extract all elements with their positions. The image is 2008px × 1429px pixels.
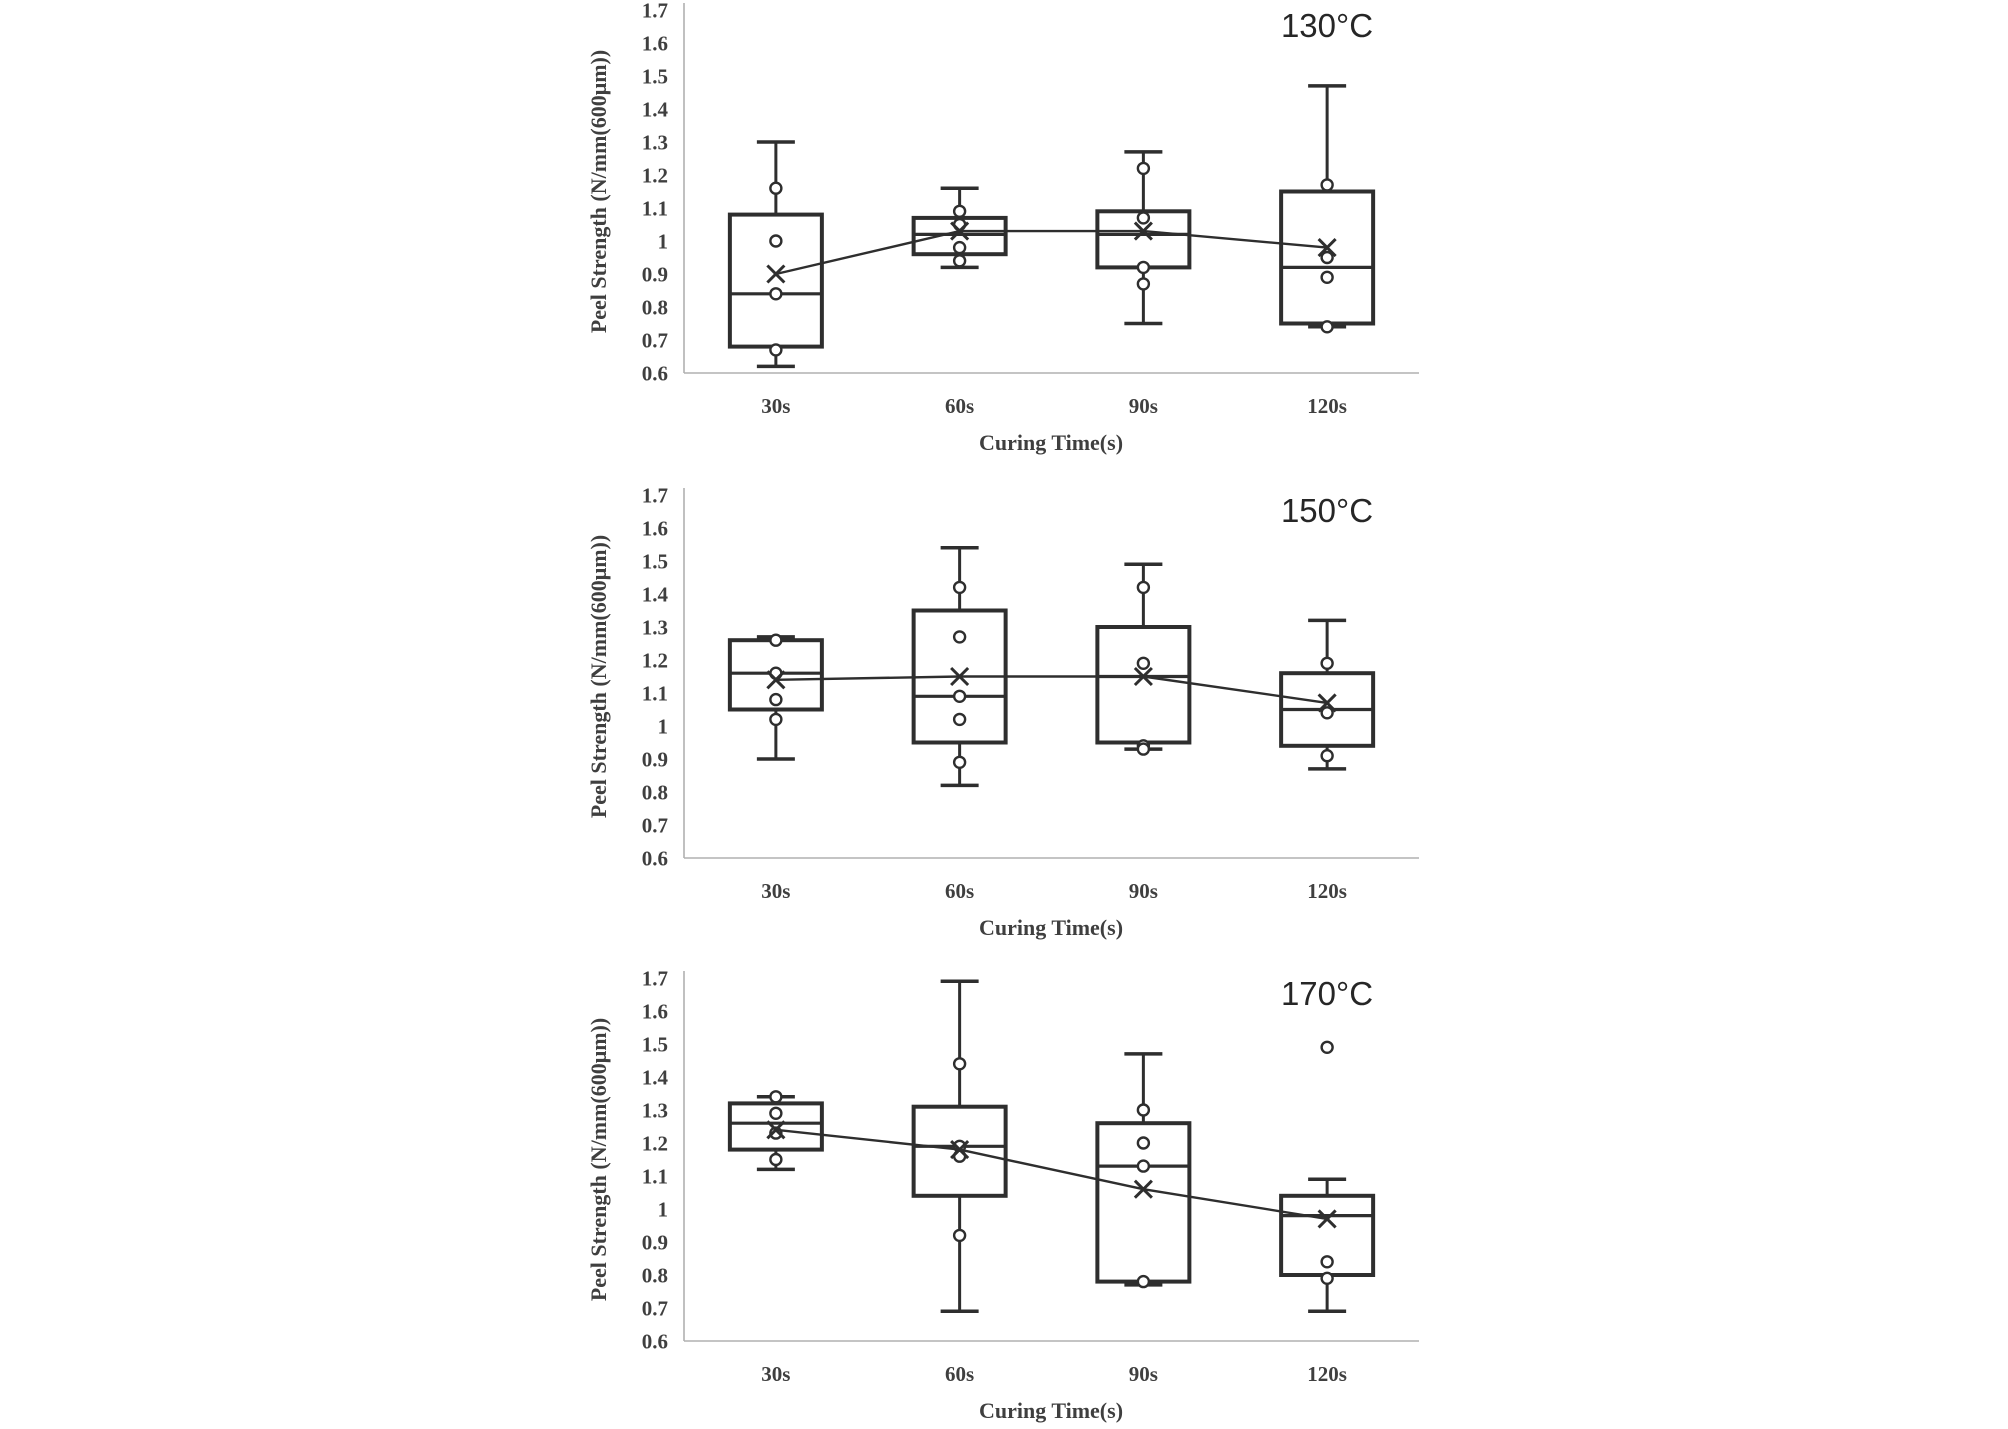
data-point: [1138, 744, 1149, 755]
y-tick-label: 1.2: [641, 163, 668, 188]
chart-150c: [586, 484, 1419, 941]
box-90s: [1097, 152, 1189, 324]
y-tick-label: 1.6: [641, 999, 668, 1024]
y-tick-label: 1.2: [641, 1131, 668, 1156]
y-tick-label: 1.4: [641, 582, 668, 607]
data-point: [1322, 321, 1333, 332]
box-60s: [914, 548, 1006, 786]
category-label: 90s: [1128, 879, 1158, 903]
chart-title: 150°C: [1280, 492, 1374, 529]
category-label: 30s: [761, 1362, 791, 1386]
y-tick-label: 1.3: [641, 130, 668, 155]
data-point: [1322, 1042, 1333, 1053]
box-90s: [1097, 1054, 1189, 1287]
chart-title: 170°C: [1280, 975, 1374, 1012]
data-point: [770, 1108, 781, 1119]
box-120s: [1281, 620, 1373, 769]
category-label: 60s: [945, 394, 975, 418]
data-point: [1138, 658, 1149, 669]
data-point: [954, 691, 965, 702]
data-point: [770, 714, 781, 725]
data-point: [1322, 272, 1333, 283]
y-tick-label: 1.5: [641, 1032, 668, 1057]
y-tick-label: 1.6: [641, 31, 668, 56]
y-tick-label: 0.9: [641, 1230, 668, 1255]
y-tick-label: 1.2: [641, 648, 668, 673]
box-60s: [914, 188, 1006, 267]
data-point: [770, 635, 781, 646]
data-point: [1322, 707, 1333, 718]
box-90s: [1097, 564, 1189, 754]
y-tick-label: 1.3: [641, 1098, 668, 1123]
y-tick-label: 1.5: [641, 64, 668, 89]
y-axis-title: Peel Strength (N/mm(600μm)): [586, 1017, 611, 1302]
data-point: [954, 206, 965, 217]
category-label: 120s: [1307, 394, 1347, 418]
data-point: [1322, 658, 1333, 669]
y-tick-label: 0.8: [641, 1263, 668, 1288]
data-point: [1138, 582, 1149, 593]
category-label: 90s: [1128, 394, 1158, 418]
y-tick-label: 1.1: [641, 196, 668, 221]
category-label: 60s: [945, 879, 975, 903]
y-tick-label: 0.7: [641, 813, 668, 838]
y-tick-label: 1.7: [641, 0, 668, 23]
data-point: [954, 1058, 965, 1069]
data-point: [1322, 252, 1333, 263]
y-tick-label: 1.3: [641, 615, 668, 640]
data-point: [1138, 262, 1149, 273]
data-point: [1322, 179, 1333, 190]
data-point: [770, 694, 781, 705]
box-120s: [1281, 86, 1373, 332]
y-axis-title: Peel Strength (N/mm(600μm)): [586, 49, 611, 334]
y-tick-label: 0.6: [641, 1329, 668, 1354]
category-label: 60s: [945, 1362, 975, 1386]
chart-170c: [586, 967, 1419, 1424]
iqr-box: [1097, 627, 1189, 743]
data-point: [954, 255, 965, 266]
data-point: [1138, 1276, 1149, 1287]
data-point: [1138, 1105, 1149, 1116]
data-point: [1138, 1161, 1149, 1172]
category-label: 120s: [1307, 1362, 1347, 1386]
y-tick-label: 0.9: [641, 747, 668, 772]
data-point: [954, 242, 965, 253]
category-label: 120s: [1307, 879, 1347, 903]
y-tick-label: 0.8: [641, 295, 668, 320]
data-point: [954, 757, 965, 768]
data-point: [954, 582, 965, 593]
data-point: [770, 183, 781, 194]
category-label: 30s: [761, 879, 791, 903]
y-tick-label: 1.6: [641, 516, 668, 541]
box-30s: [730, 635, 822, 759]
data-point: [1138, 1138, 1149, 1149]
data-point: [770, 1091, 781, 1102]
mean-line: [776, 677, 1327, 703]
data-point: [1138, 163, 1149, 174]
y-tick-label: 1.1: [641, 1164, 668, 1189]
data-point: [954, 714, 965, 725]
data-point: [954, 631, 965, 642]
y-tick-label: 1.7: [641, 966, 668, 991]
y-tick-label: 1.1: [641, 681, 668, 706]
y-tick-label: 0.6: [641, 361, 668, 386]
data-point: [1322, 1256, 1333, 1267]
chart-130c: [586, 0, 1419, 455]
data-point: [1322, 1273, 1333, 1284]
y-tick-label: 1: [657, 1197, 668, 1222]
category-label: 90s: [1128, 1362, 1158, 1386]
y-tick-label: 0.7: [641, 328, 668, 353]
y-axis-title: Peel Strength (N/mm(600μm)): [586, 534, 611, 819]
data-point: [770, 236, 781, 247]
y-tick-label: 1: [657, 714, 668, 739]
data-point: [770, 288, 781, 299]
data-point: [770, 344, 781, 355]
mean-line: [776, 1130, 1327, 1219]
y-tick-label: 0.7: [641, 1296, 668, 1321]
data-point: [1138, 212, 1149, 223]
data-point: [1138, 278, 1149, 289]
y-tick-label: 1.4: [641, 1065, 668, 1090]
mean-line: [776, 231, 1327, 274]
data-point: [954, 1230, 965, 1241]
chart-title: 130°C: [1280, 7, 1374, 44]
data-point: [1322, 750, 1333, 761]
y-tick-label: 1: [657, 229, 668, 254]
x-axis-title: Curing Time(s): [978, 430, 1124, 455]
x-axis-title: Curing Time(s): [978, 1398, 1124, 1423]
category-label: 30s: [761, 394, 791, 418]
box-30s: [730, 142, 822, 366]
y-tick-label: 0.8: [641, 780, 668, 805]
y-tick-label: 0.6: [641, 846, 668, 871]
data-point: [770, 1154, 781, 1165]
box-120s: [1281, 1042, 1373, 1312]
y-tick-label: 0.9: [641, 262, 668, 287]
y-tick-label: 1.7: [641, 483, 668, 508]
y-tick-label: 1.5: [641, 549, 668, 574]
x-axis-title: Curing Time(s): [978, 915, 1124, 940]
y-tick-label: 1.4: [641, 97, 668, 122]
